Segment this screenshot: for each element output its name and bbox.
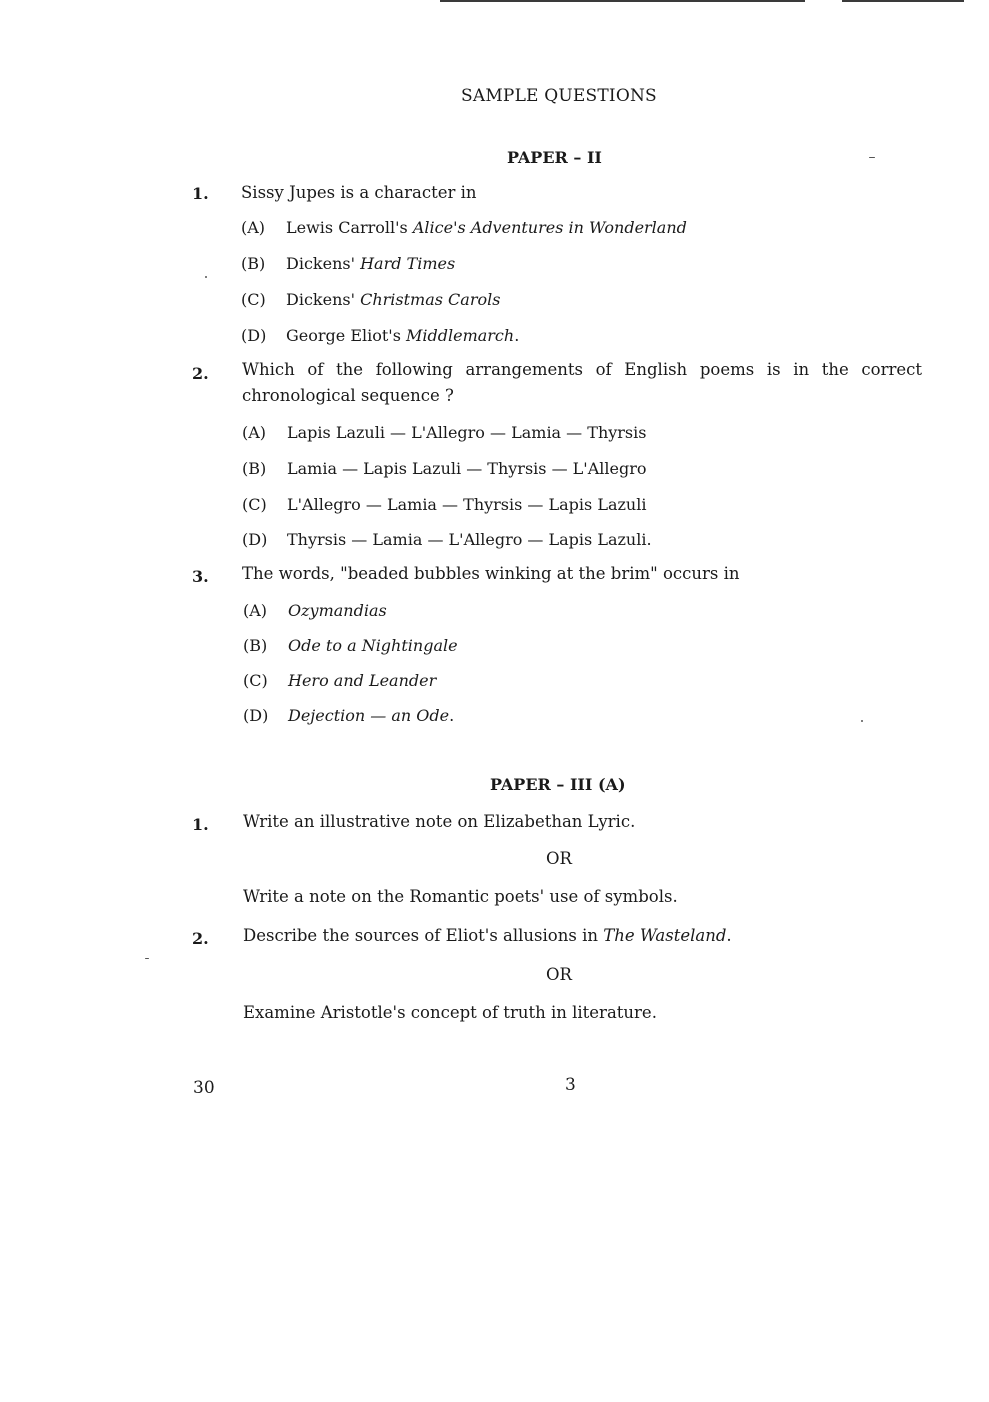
page-number: 3: [565, 1075, 576, 1095]
option-label: (B): [243, 636, 268, 655]
question-text: Write an illustrative note on Elizabethan Lyric.: [243, 812, 636, 831]
question-number: 3.: [192, 567, 209, 586]
work-title: Middlemarch: [406, 326, 515, 345]
page-title: SAMPLE QUESTIONS: [461, 86, 657, 106]
alternative-question: Write a note on the Romantic poets' use of symbols.: [243, 887, 678, 906]
section-heading-paper-3a: PAPER – III (A): [490, 775, 626, 794]
question-text: Which of the following arrangements of English poems is in the correct chronological sequence ?: [242, 360, 922, 405]
option-label: (A): [243, 601, 268, 620]
question-number: 2.: [192, 929, 209, 948]
question-text: Describe the sources of Eliot's allusions in The Wasteland.: [243, 926, 732, 945]
question-number: 1.: [192, 815, 209, 834]
option-label: (D): [243, 706, 269, 725]
document-page: SAMPLE QUESTIONS PAPER – II 1. Sissy Jupes is a character in (A) Lewis Carroll's Alice's Adventures in Wonderland (B) Dickens' Hard Times (C) Dickens' Christmas Carols (D) George Eliot's Middlemarch. 2. Which of the following arrangements of English poems is in the correct chronological sequence ? (A) Lapis Lazuli — L'Allegro — Lamia — Thyrsis (B) Lamia — Lapis Lazuli — Thyrsis — L'Allegro (C) L'Allegro — Lamia — Thyrsis — Lapis Lazuli (D) Thyrsis — Lamia — L'Allegro — Lapis Lazuli. 3. The words, "beaded bubbles winking at the brim" occurs in (A) Ozymandias (B) Ode to a Nightingale (C) Hero and Leander (D) Dejection — an Ode. PAPER – III (A) 1. Write an illustrative note on Elizabethan Lyric. OR Write a note on the Romantic poets' use of symbols. 2. Describe the sources of Eliot's allusions in The Wasteland. OR Examine Aristotle's concept of truth in literature. 30 3: [0, 0, 989, 1402]
question-text: Sissy Jupes is a character in: [241, 183, 477, 202]
scan-speck: [869, 157, 875, 158]
work-title: Ozymandias: [288, 601, 387, 620]
scan-speck: [205, 276, 207, 278]
option-text: Lamia — Lapis Lazuli — Thyrsis — L'Allegro: [287, 459, 647, 478]
option-text: Lapis Lazuli — L'Allegro — Lamia — Thyrsis: [287, 423, 647, 442]
option-text: Thyrsis — Lamia — L'Allegro — Lapis Lazuli.: [287, 530, 652, 549]
option-label: (C): [243, 671, 268, 690]
option-label: (D): [242, 530, 268, 549]
work-title: Hero and Leander: [288, 671, 437, 690]
option-label: (B): [241, 254, 266, 273]
question-number: 2.: [192, 364, 209, 383]
footer-code: 30: [193, 1078, 215, 1098]
work-title: The Wasteland: [603, 926, 727, 945]
option-label: (A): [241, 218, 266, 237]
question-text: The words, "beaded bubbles winking at the brim" occurs in: [242, 564, 740, 583]
or-separator: OR: [546, 965, 572, 984]
scan-speck: [145, 958, 149, 959]
scan-speck: [861, 720, 863, 722]
work-title: Hard Times: [360, 254, 456, 273]
alternative-question: Examine Aristotle's concept of truth in literature.: [243, 1003, 657, 1022]
work-title: Ode to a Nightingale: [288, 636, 458, 655]
scan-edge-line: [842, 0, 964, 2]
option-label: (C): [242, 495, 267, 514]
option-label: (B): [242, 459, 267, 478]
question-number: 1.: [192, 184, 209, 203]
work-title: Dejection — an Ode: [288, 706, 450, 725]
option-text: L'Allegro — Lamia — Thyrsis — Lapis Lazuli: [287, 495, 647, 514]
option-label: (A): [242, 423, 267, 442]
or-separator: OR: [546, 849, 572, 868]
work-title: Alice's Adventures in Wonderland: [412, 218, 687, 237]
option-label: (C): [241, 290, 266, 309]
option-label: (D): [241, 326, 267, 345]
work-title: Christmas Carols: [360, 290, 501, 309]
section-heading-paper-2: PAPER – II: [507, 148, 602, 167]
scan-edge-line: [440, 0, 805, 2]
